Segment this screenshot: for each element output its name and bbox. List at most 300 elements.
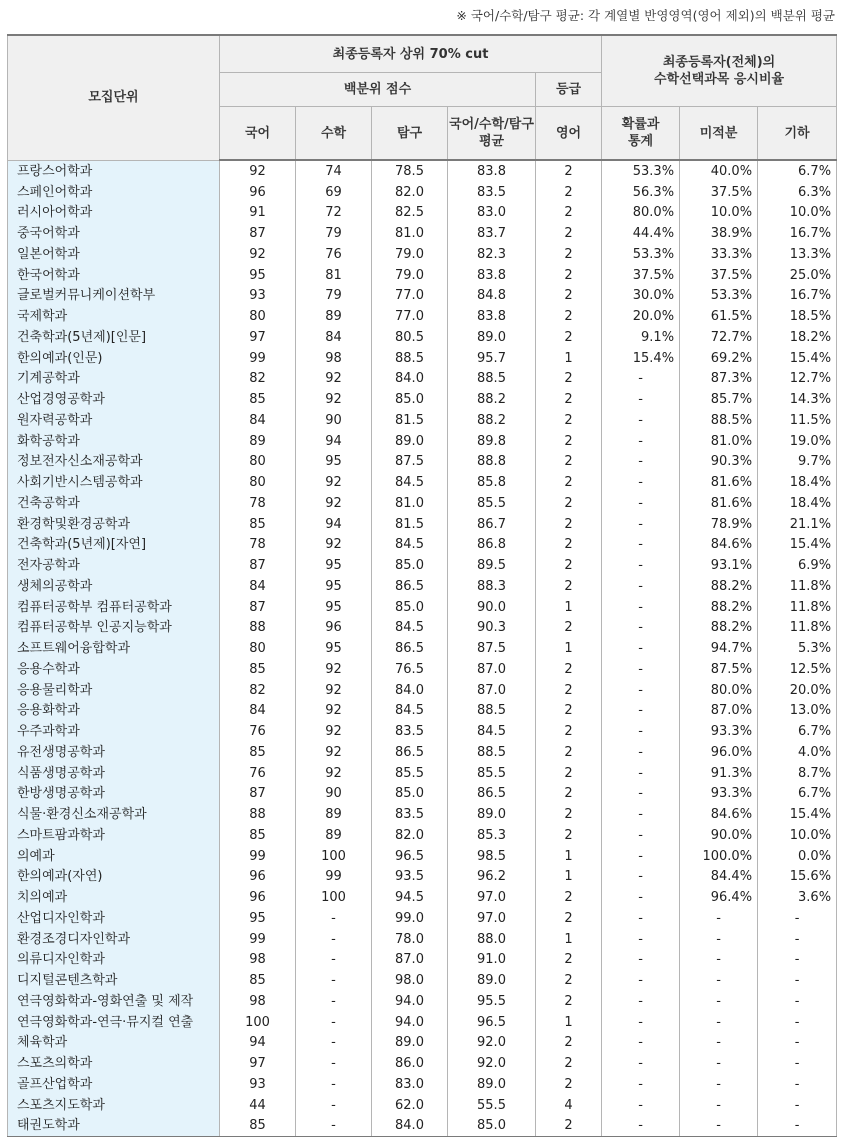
inquiry-cell: 87.0 [372,950,448,971]
inquiry-cell: 84.5 [372,535,448,556]
korean-cell: 87 [220,784,296,805]
korean-cell: 91 [220,203,296,224]
table-row [8,514,837,535]
math-cell: 95 [296,555,372,576]
inquiry-cell: 94.5 [372,887,448,908]
english-grade-cell: 2 [536,576,602,597]
geometry-cell: - [758,1116,837,1137]
table-row [8,721,837,742]
english-grade-cell: 2 [536,493,602,514]
table-row [8,784,837,805]
average-cell: 84.8 [448,286,536,307]
unit-cell: 한의예과(인문) [8,348,220,369]
probability-cell: - [602,493,680,514]
korean-cell: 96 [220,887,296,908]
geometry-cell: 3.6% [758,887,837,908]
korean-cell: 88 [220,618,296,639]
table-row [8,327,837,348]
inquiry-cell: 94.0 [372,1012,448,1033]
calculus-cell: 88.2% [680,576,758,597]
calculus-cell: 10.0% [680,203,758,224]
average-cell: 83.0 [448,203,536,224]
geometry-cell: - [758,1095,837,1116]
inquiry-cell: 83.0 [372,1074,448,1095]
probability-cell: 44.4% [602,223,680,244]
math-cell: - [296,1053,372,1074]
probability-cell: - [602,1053,680,1074]
probability-cell: 20.0% [602,306,680,327]
english-grade-cell: 2 [536,1033,602,1054]
calculus-cell: - [680,1012,758,1033]
probability-cell: 9.1% [602,327,680,348]
table-row [8,638,837,659]
table-row [8,306,837,327]
probability-cell: - [602,597,680,618]
english-grade-cell: 2 [536,1053,602,1074]
unit-cell: 원자력공학과 [8,410,220,431]
unit-cell: 생체의공학과 [8,576,220,597]
probability-cell: - [602,472,680,493]
table-row [8,348,837,369]
average-cell: 90.3 [448,618,536,639]
probability-cell: - [602,991,680,1012]
table-row [8,597,837,618]
unit-cell: 연극영화학과-연극·뮤지컬 연출 [8,1012,220,1033]
calculus-cell: - [680,1074,758,1095]
average-cell: 85.5 [448,493,536,514]
english-grade-cell: 2 [536,369,602,390]
inquiry-cell: 84.5 [372,618,448,639]
header-prob-line1: 확률과 [621,117,660,132]
probability-cell: - [602,721,680,742]
probability-cell: - [602,618,680,639]
average-cell: 88.5 [448,742,536,763]
calculus-cell: 81.0% [680,431,758,452]
probability-cell: - [602,701,680,722]
table-row [8,618,837,639]
inquiry-cell: 79.0 [372,244,448,265]
korean-cell: 94 [220,1033,296,1054]
geometry-cell: 6.9% [758,555,837,576]
korean-cell: 85 [220,970,296,991]
table-row [8,493,837,514]
korean-cell: 95 [220,908,296,929]
unit-cell: 건축공학과 [8,493,220,514]
calculus-cell: 84.6% [680,804,758,825]
korean-cell: 85 [220,389,296,410]
average-cell: 95.7 [448,348,536,369]
average-cell: 88.5 [448,701,536,722]
unit-cell: 연극영화학과-영화연출 및 제작 [8,991,220,1012]
english-grade-cell: 2 [536,555,602,576]
table-row [8,887,837,908]
math-cell: 95 [296,597,372,618]
probability-cell: 53.3% [602,244,680,265]
probability-cell: - [602,1074,680,1095]
math-cell: 92 [296,701,372,722]
calculus-cell: 87.5% [680,659,758,680]
probability-cell: - [602,970,680,991]
calculus-cell: - [680,1053,758,1074]
calculus-cell: - [680,950,758,971]
math-cell: 76 [296,244,372,265]
inquiry-cell: 77.0 [372,306,448,327]
calculus-cell: 37.5% [680,265,758,286]
english-grade-cell: 2 [536,804,602,825]
inquiry-cell: 78.5 [372,160,448,182]
english-grade-cell: 1 [536,929,602,950]
geometry-cell: 6.7% [758,721,837,742]
math-cell: 92 [296,659,372,680]
table-row [8,389,837,410]
math-cell: 92 [296,721,372,742]
geometry-cell: 21.1% [758,514,837,535]
calculus-cell: 38.9% [680,223,758,244]
average-cell: 97.0 [448,908,536,929]
table-row [8,991,837,1012]
average-cell: 86.5 [448,784,536,805]
inquiry-cell: 89.0 [372,431,448,452]
probability-cell: 30.0% [602,286,680,307]
unit-cell: 한방생명공학과 [8,784,220,805]
header-math: 수학 [296,107,372,161]
geometry-cell: 11.8% [758,576,837,597]
probability-cell: - [602,659,680,680]
math-cell: - [296,970,372,991]
geometry-cell: 15.4% [758,535,837,556]
inquiry-cell: 98.0 [372,970,448,991]
english-grade-cell: 1 [536,846,602,867]
calculus-cell: 94.7% [680,638,758,659]
table-row [8,867,837,888]
english-grade-cell: 2 [536,784,602,805]
geometry-cell: 15.4% [758,348,837,369]
geometry-cell: - [758,1033,837,1054]
inquiry-cell: 86.0 [372,1053,448,1074]
table-row [8,680,837,701]
calculus-cell: 84.4% [680,867,758,888]
header-ratio-line1: 최종등록자(전체)의 [662,55,776,70]
math-cell: - [296,1033,372,1054]
math-cell: 92 [296,493,372,514]
calculus-cell: 88.5% [680,410,758,431]
inquiry-cell: 81.0 [372,493,448,514]
table-row [8,410,837,431]
header-average [448,107,536,161]
korean-cell: 93 [220,286,296,307]
average-cell: 83.8 [448,265,536,286]
math-cell: 94 [296,431,372,452]
korean-cell: 96 [220,182,296,203]
english-grade-cell: 2 [536,431,602,452]
calculus-cell: 84.6% [680,535,758,556]
geometry-cell: - [758,1053,837,1074]
geometry-cell: 4.0% [758,742,837,763]
table-body [8,160,837,1137]
math-cell: 69 [296,182,372,203]
korean-cell: 96 [220,867,296,888]
average-cell: 89.0 [448,327,536,348]
inquiry-cell: 82.0 [372,825,448,846]
inquiry-cell: 85.0 [372,784,448,805]
math-cell: - [296,950,372,971]
average-cell: 88.8 [448,452,536,473]
inquiry-cell: 86.5 [372,638,448,659]
english-grade-cell: 2 [536,887,602,908]
korean-cell: 85 [220,659,296,680]
average-cell: 87.0 [448,680,536,701]
calculus-cell: 81.6% [680,472,758,493]
probability-cell: - [602,1012,680,1033]
unit-cell: 환경조경디자인학과 [8,929,220,950]
korean-cell: 97 [220,327,296,348]
inquiry-cell: 84.5 [372,701,448,722]
korean-cell: 80 [220,472,296,493]
math-cell: 84 [296,327,372,348]
korean-cell: 85 [220,1116,296,1137]
korean-cell: 99 [220,348,296,369]
unit-cell: 기계공학과 [8,369,220,390]
probability-cell: 15.4% [602,348,680,369]
unit-cell: 한의예과(자연) [8,867,220,888]
unit-cell: 스포츠의학과 [8,1053,220,1074]
unit-cell: 디지털콘텐츠학과 [8,970,220,991]
english-grade-cell: 2 [536,659,602,680]
table-row [8,1053,837,1074]
inquiry-cell: 96.5 [372,846,448,867]
math-cell: 100 [296,846,372,867]
table-row [8,265,837,286]
inquiry-cell: 84.5 [372,472,448,493]
header-avg-line2: 평균 [478,134,505,149]
average-cell: 91.0 [448,950,536,971]
header-prob-line2: 통계 [628,134,654,149]
inquiry-cell: 81.5 [372,410,448,431]
geometry-cell: 0.0% [758,846,837,867]
footnote: ※ 국어/수학/탐구 평균: 각 계열별 반영영역(영어 제외)의 백분위 평균 [456,8,835,23]
unit-cell: 사회기반시스템공학과 [8,472,220,493]
english-grade-cell: 2 [536,701,602,722]
english-grade-cell: 2 [536,203,602,224]
average-cell: 55.5 [448,1095,536,1116]
geometry-cell: 15.4% [758,804,837,825]
average-cell: 95.5 [448,991,536,1012]
table-row [8,908,837,929]
table-row [8,1074,837,1095]
geometry-cell: - [758,950,837,971]
geometry-cell: 13.3% [758,244,837,265]
korean-cell: 97 [220,1053,296,1074]
inquiry-cell: 82.5 [372,203,448,224]
math-cell: 92 [296,389,372,410]
korean-cell: 76 [220,763,296,784]
english-grade-cell: 2 [536,950,602,971]
average-cell: 85.3 [448,825,536,846]
english-grade-cell: 2 [536,244,602,265]
math-cell: 79 [296,223,372,244]
unit-cell: 국제학과 [8,306,220,327]
probability-cell: - [602,825,680,846]
table-row [8,659,837,680]
inquiry-cell: 89.0 [372,1033,448,1054]
average-cell: 89.0 [448,1074,536,1095]
math-cell: 89 [296,825,372,846]
average-cell: 89.8 [448,431,536,452]
calculus-cell: 100.0% [680,846,758,867]
calculus-cell: 88.2% [680,618,758,639]
korean-cell: 78 [220,493,296,514]
table-row [8,555,837,576]
inquiry-cell: 84.0 [372,369,448,390]
table-row [8,1012,837,1033]
unit-cell: 식물·환경신소재공학과 [8,804,220,825]
geometry-cell: 18.2% [758,327,837,348]
header-english: 영어 [536,107,602,161]
average-cell: 87.0 [448,659,536,680]
table-row [8,701,837,722]
korean-cell: 87 [220,223,296,244]
korean-cell: 78 [220,535,296,556]
table-row [8,1095,837,1116]
inquiry-cell: 77.0 [372,286,448,307]
math-cell: 79 [296,286,372,307]
table-row [8,244,837,265]
calculus-cell: 69.2% [680,348,758,369]
calculus-cell: 93.1% [680,555,758,576]
table-row [8,452,837,473]
math-cell: 90 [296,410,372,431]
inquiry-cell: 85.0 [372,389,448,410]
calculus-cell: - [680,1033,758,1054]
calculus-cell: 37.5% [680,182,758,203]
english-grade-cell: 2 [536,742,602,763]
unit-cell: 전자공학과 [8,555,220,576]
inquiry-cell: 88.5 [372,348,448,369]
table-row [8,825,837,846]
average-cell: 88.2 [448,389,536,410]
english-grade-cell: 1 [536,867,602,888]
inquiry-cell: 81.0 [372,223,448,244]
table-row [8,203,837,224]
math-cell: - [296,1074,372,1095]
english-grade-cell: 2 [536,1116,602,1137]
english-grade-cell: 2 [536,991,602,1012]
average-cell: 89.0 [448,804,536,825]
average-cell: 84.5 [448,721,536,742]
english-grade-cell: 2 [536,452,602,473]
unit-cell: 스페인어학과 [8,182,220,203]
math-cell: 95 [296,452,372,473]
unit-cell: 스포츠지도학과 [8,1095,220,1116]
geometry-cell: 6.7% [758,160,837,182]
inquiry-cell: 81.5 [372,514,448,535]
table-row [8,369,837,390]
calculus-cell: - [680,1095,758,1116]
inquiry-cell: 86.5 [372,576,448,597]
geometry-cell: 12.7% [758,369,837,390]
probability-cell: - [602,1116,680,1137]
english-grade-cell: 2 [536,970,602,991]
geometry-cell: 5.3% [758,638,837,659]
average-cell: 85.0 [448,1116,536,1137]
korean-cell: 92 [220,160,296,182]
average-cell: 88.5 [448,369,536,390]
korean-cell: 80 [220,306,296,327]
geometry-cell: 20.0% [758,680,837,701]
unit-cell: 산업경영공학과 [8,389,220,410]
english-grade-cell: 2 [536,618,602,639]
probability-cell: - [602,950,680,971]
math-cell: 92 [296,472,372,493]
math-cell: 92 [296,742,372,763]
calculus-cell: 91.3% [680,763,758,784]
header-probability [602,107,680,161]
geometry-cell: 15.6% [758,867,837,888]
inquiry-cell: 78.0 [372,929,448,950]
math-cell: - [296,1095,372,1116]
geometry-cell: - [758,908,837,929]
english-grade-cell: 2 [536,327,602,348]
unit-cell: 일본어학과 [8,244,220,265]
english-grade-cell: 1 [536,348,602,369]
inquiry-cell: 84.0 [372,1116,448,1137]
korean-cell: 76 [220,721,296,742]
average-cell: 98.5 [448,846,536,867]
korean-cell: 82 [220,680,296,701]
math-cell: - [296,1012,372,1033]
geometry-cell: 10.0% [758,825,837,846]
math-cell: 81 [296,265,372,286]
calculus-cell: 40.0% [680,160,758,182]
unit-cell: 한국어학과 [8,265,220,286]
table-row [8,804,837,825]
korean-cell: 80 [220,452,296,473]
table-row [8,742,837,763]
inquiry-cell: 85.0 [372,597,448,618]
header-cut: 최종등록자 상위 70% cut [220,35,602,73]
english-grade-cell: 2 [536,286,602,307]
inquiry-cell: 94.0 [372,991,448,1012]
geometry-cell: 10.0% [758,203,837,224]
header-math-ratio [602,35,837,107]
math-cell: - [296,929,372,950]
probability-cell: - [602,431,680,452]
probability-cell: - [602,887,680,908]
geometry-cell: 11.8% [758,597,837,618]
calculus-cell: 96.0% [680,742,758,763]
average-cell: 86.7 [448,514,536,535]
calculus-cell: 87.0% [680,701,758,722]
header-korean: 국어 [220,107,296,161]
probability-cell: - [602,1033,680,1054]
unit-cell: 컴퓨터공학부 인공지능학과 [8,618,220,639]
math-cell: 92 [296,535,372,556]
probability-cell: 53.3% [602,160,680,182]
english-grade-cell: 1 [536,1012,602,1033]
header-unit: 모집단위 [8,35,220,160]
unit-cell: 우주과학과 [8,721,220,742]
geometry-cell: 11.8% [758,618,837,639]
geometry-cell: 16.7% [758,286,837,307]
english-grade-cell: 2 [536,182,602,203]
calculus-cell: 87.3% [680,369,758,390]
inquiry-cell: 83.5 [372,804,448,825]
inquiry-cell: 80.5 [372,327,448,348]
probability-cell: - [602,576,680,597]
geometry-cell: 18.4% [758,493,837,514]
english-grade-cell: 2 [536,514,602,535]
probability-cell: - [602,742,680,763]
